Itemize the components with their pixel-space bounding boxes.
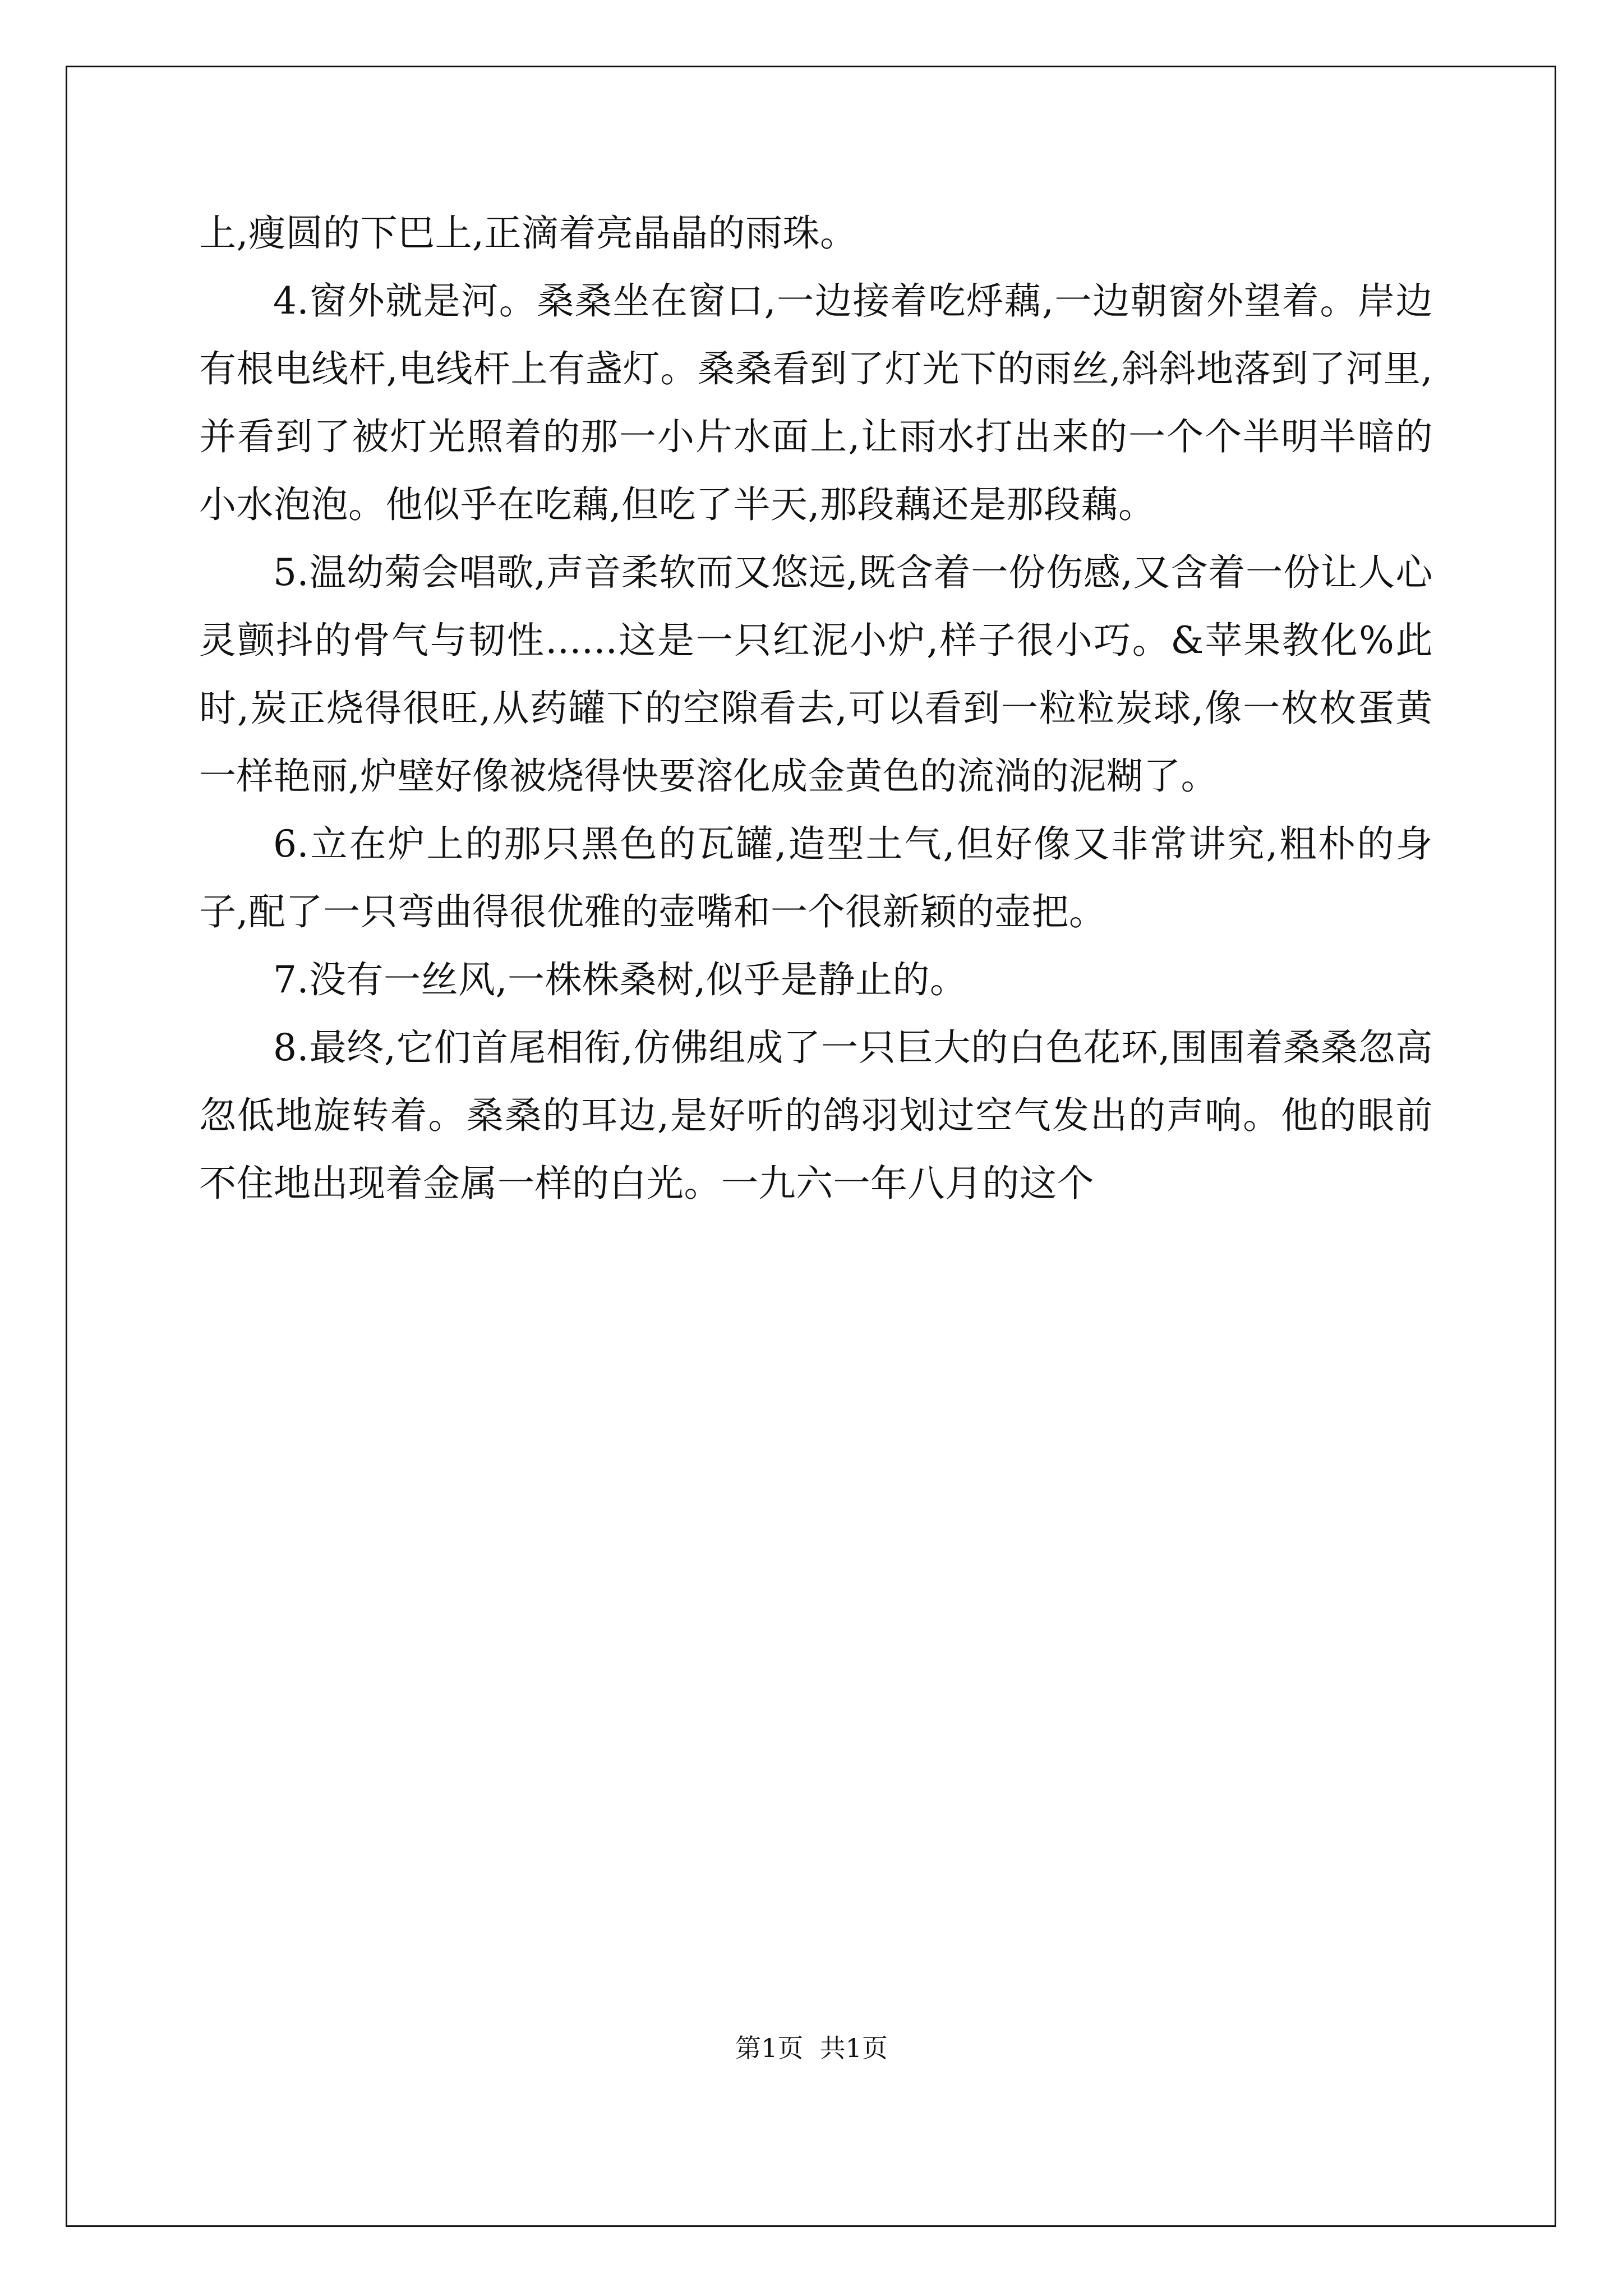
paragraph-5: 5.温幼菊会唱歌,声音柔软而又悠远,既含着一份伤感,又含着一份让人心灵颤抖的骨气与韧性......这是一只红泥小炉,样子很小巧。&苹果教化%此时,炭正烧得很旺,从药罐下的空隙看去,可以看到一粒粒炭球,像一枚枚蛋黄一样艳丽,炉壁好像被烧得快要溶化成金黄色的流淌的泥糊了。	[199, 551, 1433, 798]
paragraph-4: 4.窗外就是河。桑桑坐在窗口,一边接着吃烀藕,一边朝窗外望着。岸边有根电线杆,电线杆上有盏灯。桑桑看到了灯光下的雨丝,斜斜地落到了河里,并看到了被灯光照着的那一小片水面上,让雨水打出来的一个个半明半暗的小水泡泡。他似乎在吃藕,但吃了半天,那段藕还是那段藕。	[199, 279, 1433, 526]
document-body	[199, 199, 1433, 1217]
paragraph-continuation: 上,瘦圆的下巴上,正滴着亮晶晶的雨珠。	[199, 211, 857, 255]
page-number-footer: 第1页 共1页	[735, 2033, 888, 2063]
paragraph-6: 6.立在炉上的那只黑色的瓦罐,造型土气,但好像又非常讲究,粗朴的身子,配了一只弯曲得很优雅的壶嘴和一个很新颖的壶把。	[199, 822, 1433, 933]
paragraph-8: 8.最终,它们首尾相衔,仿佛组成了一只巨大的白色花环,围围着桑桑忽高忽低地旋转着。桑桑的耳边,是好听的鸽羽划过空气发出的声响。他的眼前不住地出现着金属一样的白光。一九六一年八月的这个	[199, 1026, 1433, 1205]
paragraph-7: 7.没有一丝风,一株株桑树,似乎是静止的。	[273, 958, 967, 1001]
